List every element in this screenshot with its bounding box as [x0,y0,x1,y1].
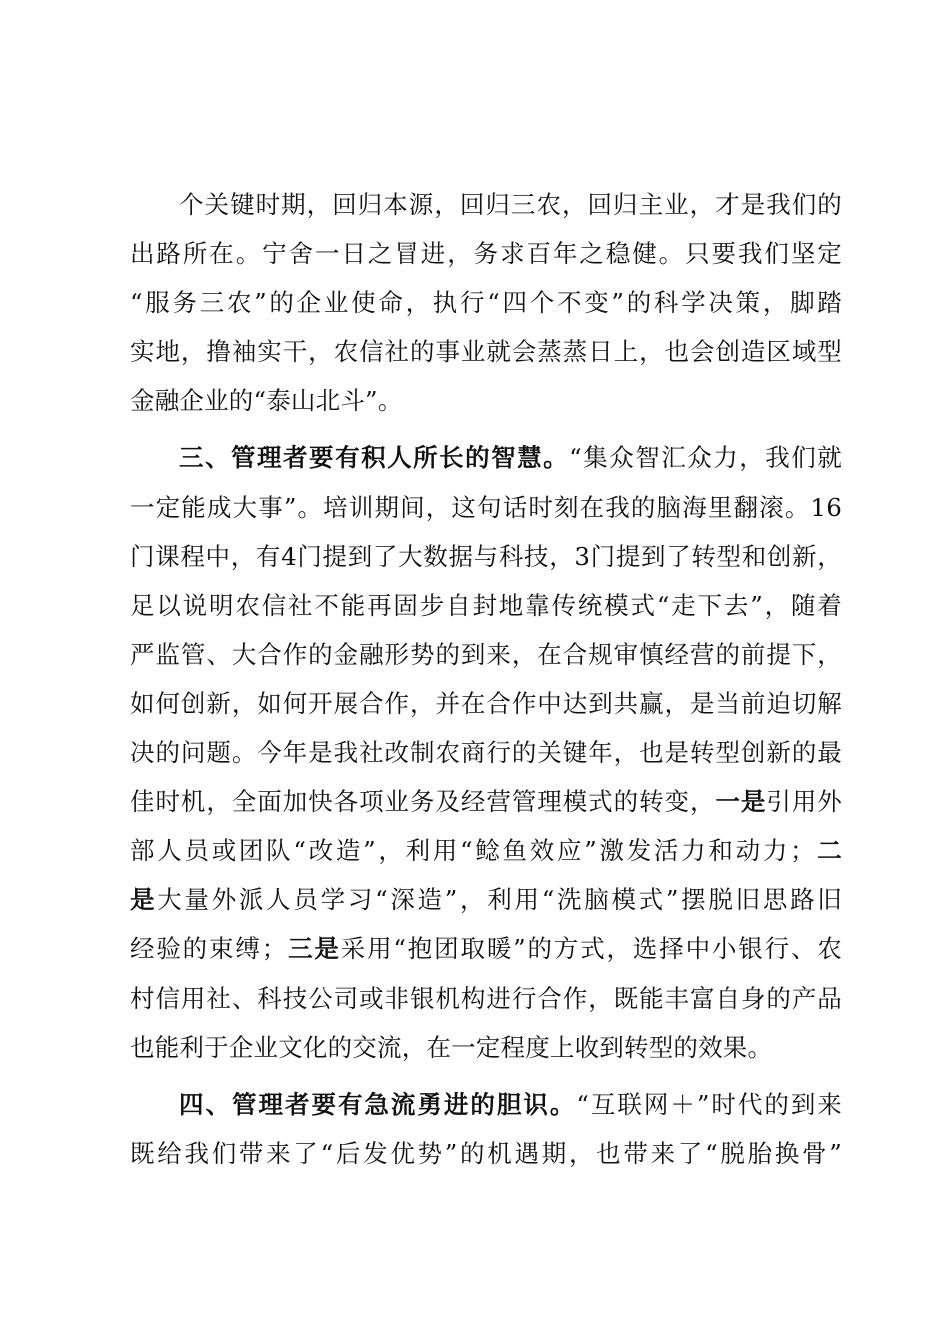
paragraph-1 [130,180,842,425]
heading-lead-text: “集众智汇众力，我们就 [569,443,842,473]
enumeration-3: 三是 [286,934,341,964]
line-text: 部人员或团队“改造”，利用“鲶鱼效应”激发活力和动力； [130,836,815,866]
paragraph-2 [130,433,842,1071]
paragraph-line: 金融企业的“泰山北斗”。 [130,386,403,416]
heading-lead-text: “互联网＋”时代的到来 [576,1089,842,1119]
section-heading-4: 四、管理者要有急流勇进的胆识。 [179,1089,577,1119]
document-body [130,180,842,1178]
paragraph-line: 如何创新，如何开展合作，并在合作中达到共赢，是当前迫切解 [130,688,842,718]
line-text: 引用外 [766,787,842,817]
paragraph-line [130,826,842,875]
paragraph-line: 严监管、大合作的金融形势的到来，在合规审慎经营的前提下， [130,639,842,669]
paragraph-line: 决的问题。今年是我社改制农商行的关键年，也是转型创新的最 [130,738,842,768]
line-text: 佳时机，全面加快各项业务及经营管理模式的转变， [130,787,716,817]
section-heading-3: 三、管理者要有积人所长的智慧。 [179,443,570,473]
paragraph-first-line [130,433,842,482]
paragraph-line: 村信用社、科技公司或非银机构进行合作，既能丰富自身的产品 [130,983,842,1013]
enumeration-1: 一是 [715,787,767,817]
line-text: 经验的束缚； [130,934,287,964]
line-text: 采用“抱团取暖”的方式，选择中小银行、农 [340,934,842,964]
paragraph-line: 足以说明农信社不能再固步自封地靠传统模式“走下去”，随着 [130,590,842,620]
paragraph-line [130,777,842,826]
paragraph-line: “服务三农”的企业使命，执行“四个不变”的科学决策，脚踏 [130,288,842,318]
paragraph-line: 门课程中，有4门提到了大数据与科技，3门提到了转型和创新， [130,541,842,571]
enumeration-2-start: 二 [814,836,842,866]
paragraph-3 [130,1080,842,1178]
paragraph-line: 一定能成大事”。培训期间，这句话时刻在我的脑海里翻滚。16 [130,492,842,522]
paragraph-line: 也能利于企业文化的交流，在一定程度上收到转型的效果。 [130,1032,773,1062]
paragraph-line: 既给我们带来了“后发优势”的机遇期，也带来了“脱胎换骨” [130,1138,842,1168]
paragraph-line: 个关键时期，回归本源，回归三农，回归主业，才是我们的 [179,190,842,219]
enumeration-2-end: 是 [130,885,158,915]
line-text: 大量外派人员学习“深造”，利用“洗脑模式”摆脱旧思路旧 [157,885,842,915]
paragraph-first-line [130,1080,842,1129]
paragraph-line: 出路所在。宁舍一日之冒进，务求百年之稳健。只要我们坚定 [130,239,842,269]
paragraph-line [130,875,842,924]
paragraph-line: 实地，撸袖实干，农信社的事业就会蒸蒸日上，也会创造区域型 [130,337,842,367]
paragraph-line [130,924,842,973]
